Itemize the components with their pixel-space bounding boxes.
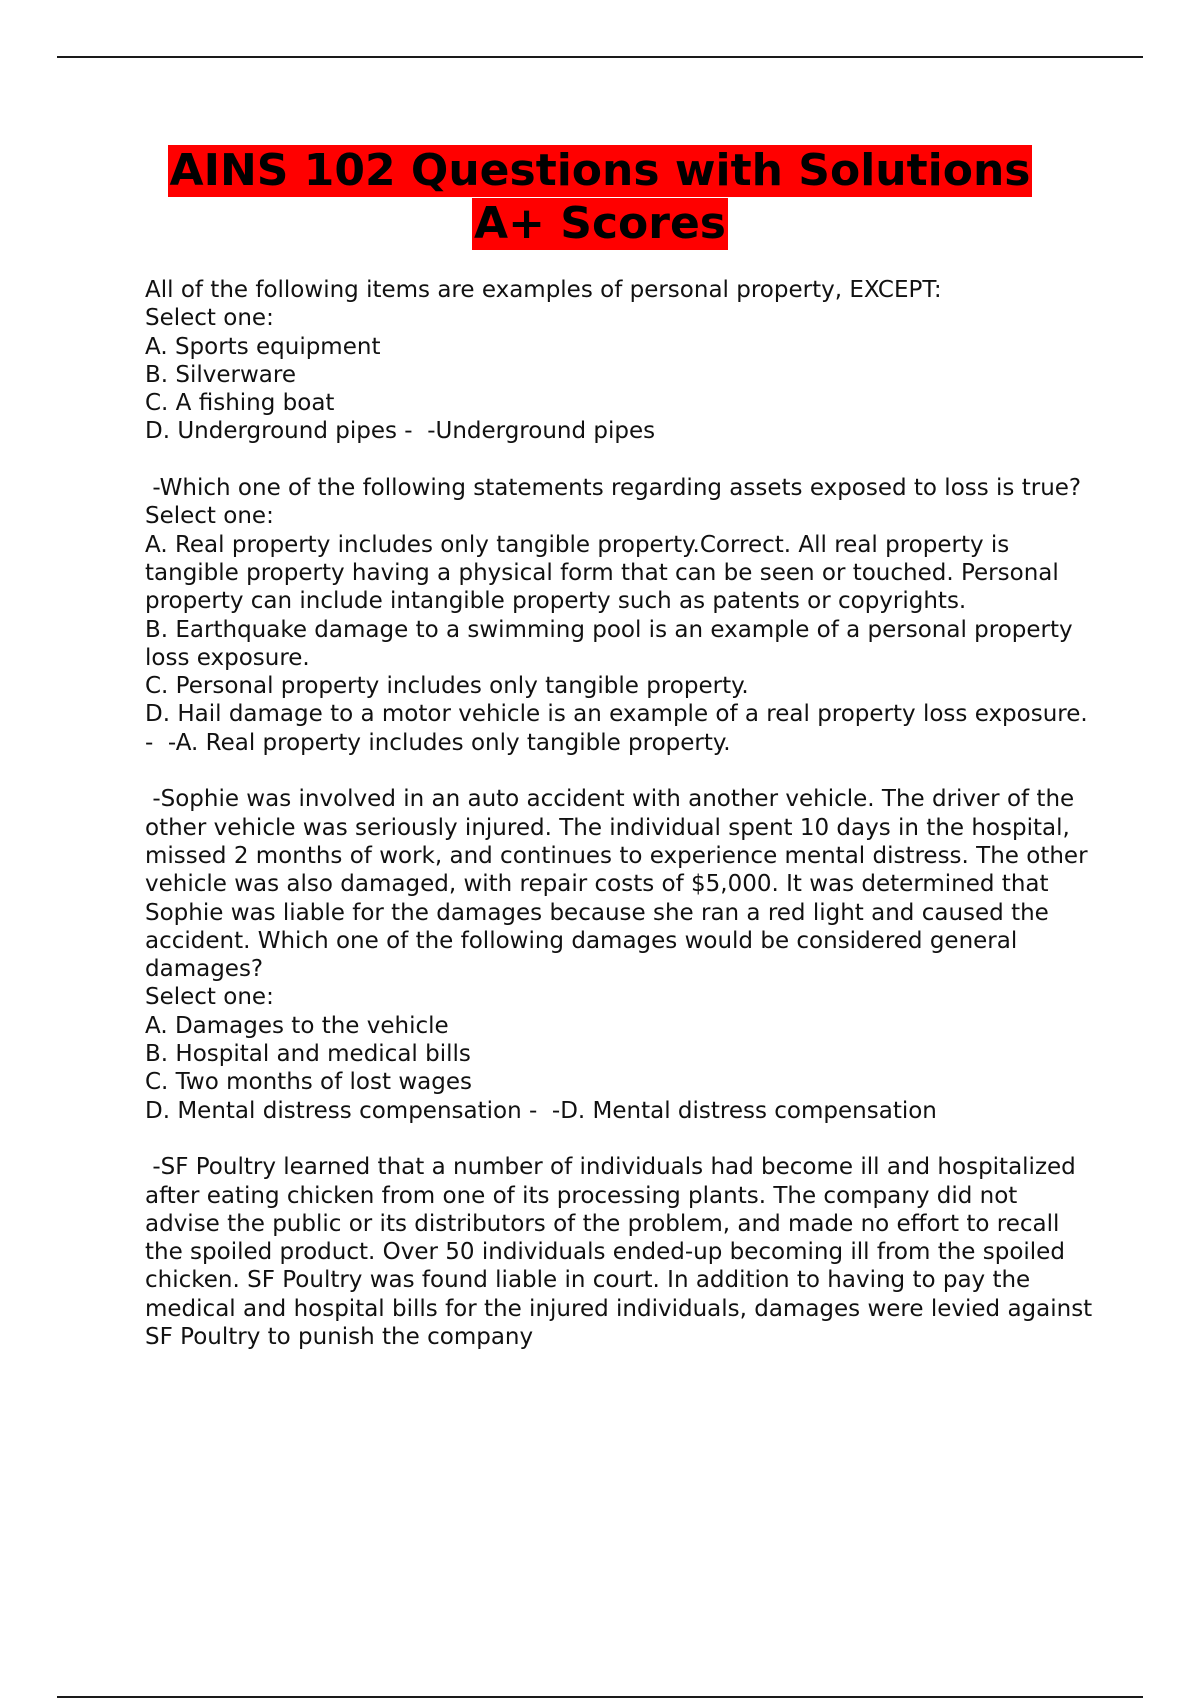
question-2-prompt: -Which one of the following statements regarding assets exposed to loss is true? bbox=[145, 475, 1082, 502]
question-1-select-label: Select one: bbox=[145, 305, 274, 332]
question-4-prompt: -SF Poultry learned that a number of individuals had become ill and hospitalized after eating chicken from one of its processing plants. The company did not advise the public or its distributors of the problem, and made no effort to recall the spoiled product. Over 50 individuals ended-up becoming ill from the spoiled chicken. SF Poultry was found liable in court. In addition to having to pay the medical and hospital bills for the injured individuals, damages were levied against SF Poultry to punish the company bbox=[145, 1154, 1100, 1350]
question-1-option-b: B. Silverware bbox=[145, 361, 297, 388]
question-3-option-c: C. Two months of lost wages bbox=[145, 1069, 472, 1096]
question-2-select-label: Select one: bbox=[145, 503, 274, 530]
document-title bbox=[0, 145, 1200, 251]
title-line-2: A+ Scores bbox=[474, 198, 726, 249]
question-1-prompt: All of the following items are examples of personal property, EXCEPT: bbox=[145, 277, 942, 303]
top-divider bbox=[57, 56, 1143, 58]
question-3 bbox=[145, 785, 1095, 1125]
question-1-option-c: C. A fishing boat bbox=[145, 390, 335, 417]
question-3-option-d-answer: D. Mental distress compensation - -D. Mental distress compensation bbox=[145, 1097, 937, 1124]
question-1-option-a: A. Sports equipment bbox=[145, 333, 381, 360]
question-3-select-label: Select one: bbox=[145, 984, 274, 1011]
question-3-option-b: B. Hospital and medical bills bbox=[145, 1041, 471, 1068]
question-3-option-a: A. Damages to the vehicle bbox=[145, 1012, 449, 1039]
question-4 bbox=[145, 1153, 1100, 1351]
question-1 bbox=[145, 276, 1095, 446]
title-line-1: AINS 102 Questions with Solutions bbox=[169, 145, 1031, 196]
question-3-prompt: -Sophie was involved in an auto accident with another vehicle. The driver of the other vehicle was seriously injured. The individual spent 10 days in the hospital, missed 2 months of work, and continues to experience mental distress. The other vehicle was also damaged, with repair costs of $5,000. It was determined that Sophie was liable for the damages because she ran a red light and caused the accident. Which one of the following damages would be considered general damages? bbox=[145, 786, 1095, 983]
question-2-option-a: A. Real property includes only tangible property.Correct. All real property is tangible property having a physical form that can be seen or touched. Personal property can include intangible property such as patents or copyrights. bbox=[145, 531, 1067, 615]
question-2-option-d-answer: D. Hail damage to a motor vehicle is an example of a real property loss exposure. - -A. Real property includes only tangible property. bbox=[145, 701, 1096, 756]
question-1-option-d-answer: D. Underground pipes - -Underground pipes bbox=[145, 418, 656, 445]
question-2 bbox=[145, 474, 1095, 757]
question-2-option-c: C. Personal property includes only tangible property. bbox=[145, 673, 749, 700]
question-2-option-b: B. Earthquake damage to a swimming pool is an example of a personal property loss exposure. bbox=[145, 616, 1080, 671]
bottom-divider bbox=[57, 1696, 1143, 1698]
question-list bbox=[145, 276, 1100, 1380]
